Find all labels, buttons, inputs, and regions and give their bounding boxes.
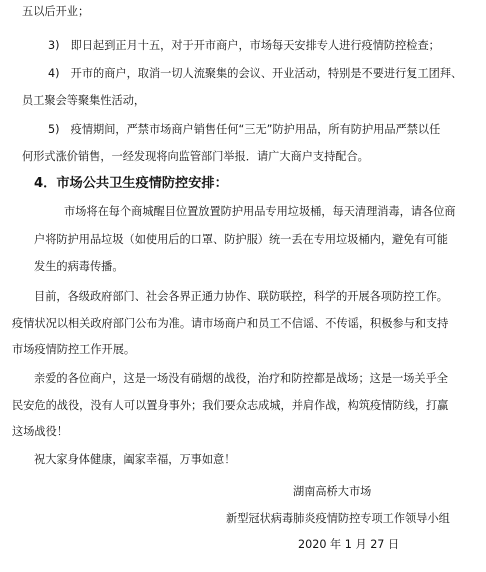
signature-date: 2020 年 1 月 27 日 (298, 538, 400, 551)
list-continuation-line-1: 五以后开业； (22, 5, 90, 18)
list-item-4-line-2: 员工聚会等聚集性活动， (22, 94, 146, 107)
closing-paragraph-2-line-2: 民安危的战役，没有人可以置身事外；我们要众志成城，并肩作战，构筑疫情防线，打赢 (12, 399, 449, 412)
list-item-3: 3) 即日起到正月十五，对于开市商户，市场每天安排专人进行疫情防控检查； (48, 39, 440, 52)
list-item-5-line-1: 5) 疫情期间，严禁市场商户销售任何“三无”防护用品，所有防护用品严禁以任 (48, 123, 441, 136)
section-4-body-line-2: 户将防护用品垃圾（如使用后的口罩、防护服）统一丢在专用垃圾桶内，避免有可能 (34, 233, 448, 246)
section-4-body-line-1: 市场将在每个商城醒目位置放置防护用品专用垃圾桶，每天清理消毒，请各位商 (64, 205, 456, 218)
list-item-4-line-1: 4) 开市的商户，取消一切人流聚集的会议、开业活动，特别是不要进行复工团拜、 (48, 67, 463, 80)
signature-group: 新型冠状病毒肺炎疫情防控专项工作领导小组 (226, 512, 450, 525)
section-4-body-line-3: 发生的病毒传播。 (34, 260, 124, 273)
section-4-heading: 4．市场公共卫生疫情防控安排： (34, 176, 228, 191)
list-item-5-line-2: 何形式涨价销售，一经发现将向监管部门举报．请广大商户支持配合。 (22, 150, 369, 163)
closing-paragraph-1-line-2: 疫情状况以相关政府部门公布为准。请市场商户和员工不信谣、不传谣，积极参与和支持 (12, 317, 449, 330)
signature-organization: 湖南高桥大市场 (293, 485, 372, 498)
closing-paragraph-1-line-3: 市场疫情防控工作开展。 (12, 343, 136, 356)
closing-greeting: 祝大家身体健康，阖家幸福，万事如意！ (34, 453, 236, 466)
closing-paragraph-2-line-1: 亲爱的各位商户，这是一场没有硝烟的战役，治疗和防控都是战场；这是一场关乎全 (34, 372, 448, 385)
closing-paragraph-2-line-3: 这场战役！ (12, 425, 68, 438)
closing-paragraph-1-line-1: 目前，各级政府部门、社会各界正通力协作、联防联控，科学的开展各项防控工作。 (34, 290, 448, 303)
